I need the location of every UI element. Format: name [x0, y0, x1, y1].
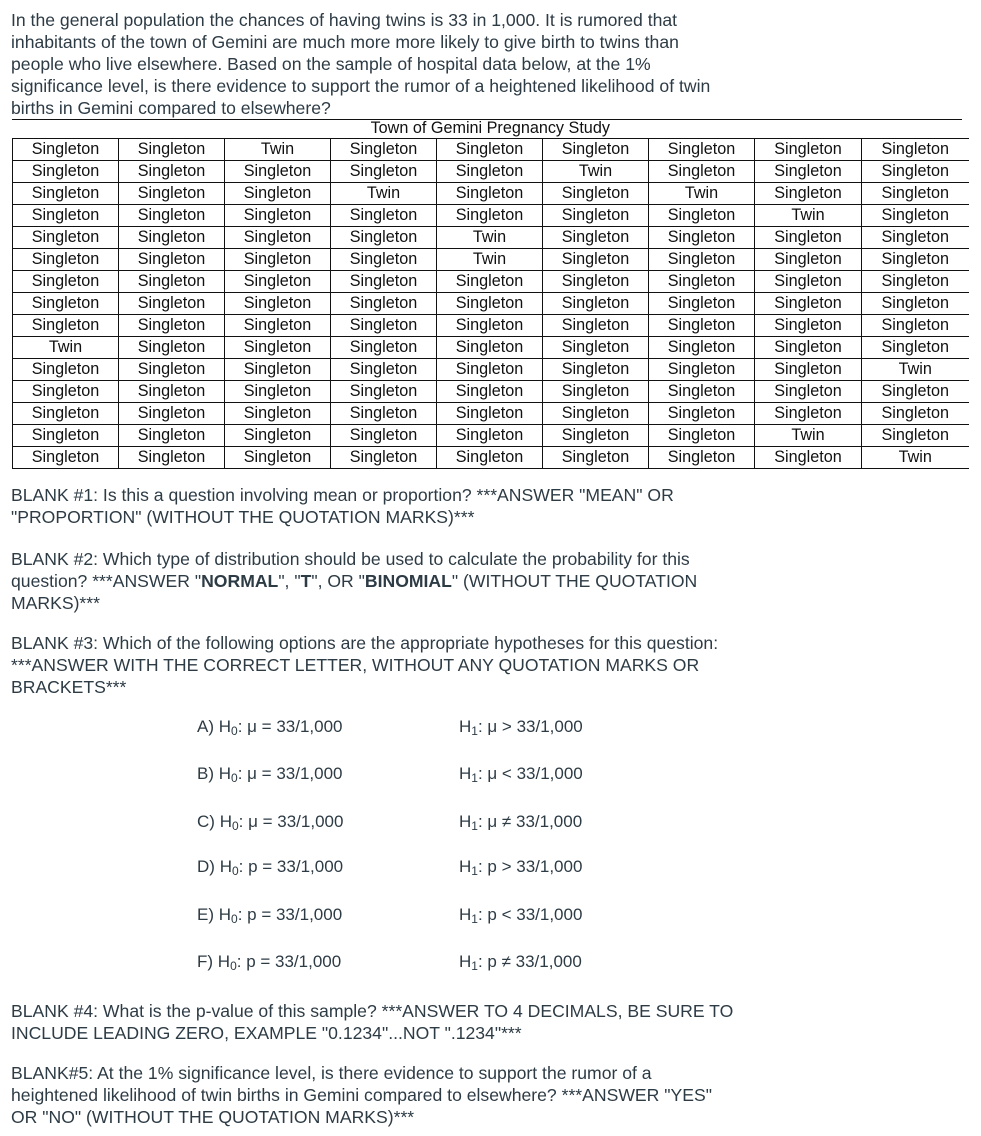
h0-symbol: H [218, 764, 232, 783]
table-cell: Singleton [437, 205, 543, 227]
table-cell: Singleton [437, 403, 543, 425]
h1-statement: : μ ≠ 33/1,000 [477, 812, 583, 831]
option-letter: B) [197, 764, 214, 783]
option-h0 [197, 764, 343, 788]
table-cell: Twin [331, 183, 437, 205]
table-cell: Singleton [331, 293, 437, 315]
table-cell: Singleton [755, 161, 862, 183]
table-cell: Singleton [543, 315, 649, 337]
table-cell: Singleton [225, 425, 331, 447]
table-cell: Singleton [13, 447, 119, 469]
option-h0 [197, 717, 343, 741]
table-cell: Singleton [649, 359, 755, 381]
table-cell: Singleton [225, 227, 331, 249]
table-cell: Twin [225, 139, 331, 161]
table-row [13, 447, 969, 469]
h0-subscript: 0 [231, 771, 238, 785]
blank-2-question [11, 548, 741, 614]
table-cell: Singleton [119, 249, 225, 271]
table-cell: Singleton [119, 381, 225, 403]
table-cell: Singleton [437, 315, 543, 337]
table-cell: Singleton [543, 381, 649, 403]
table-row [13, 425, 969, 447]
table-cell: Twin [543, 161, 649, 183]
table-cell: Singleton [543, 403, 649, 425]
table-cell: Singleton [13, 183, 119, 205]
table-cell: Singleton [437, 425, 543, 447]
table-row [13, 403, 969, 425]
table-cell: Twin [649, 183, 755, 205]
h0-symbol: H [219, 812, 232, 831]
table-cell: Singleton [755, 271, 862, 293]
table-cell: Singleton [862, 337, 969, 359]
table-cell: Singleton [225, 315, 331, 337]
h1-subscript: 1 [471, 819, 478, 833]
table-cell: Singleton [119, 293, 225, 315]
table-cell: Singleton [331, 359, 437, 381]
table-cell: Singleton [119, 403, 225, 425]
h1-statement: : p ≠ 33/1,000 [477, 952, 582, 971]
table-cell: Singleton [119, 161, 225, 183]
h1-subscript: 1 [471, 724, 478, 738]
option-letter: F) [197, 952, 214, 971]
table-cell: Singleton [649, 425, 755, 447]
table-cell: Singleton [13, 227, 119, 249]
table-cell: Singleton [331, 425, 437, 447]
table-cell: Singleton [862, 205, 969, 227]
option-h1 [459, 764, 583, 788]
table-cell: Singleton [649, 337, 755, 359]
option-h0 [197, 857, 343, 881]
h1-statement: : μ > 33/1,000 [477, 717, 583, 736]
h0-subscript: 0 [230, 959, 237, 973]
table-cell: Singleton [862, 227, 969, 249]
table-cell: Singleton [225, 249, 331, 271]
table-cell: Singleton [543, 205, 649, 227]
table-row [13, 249, 969, 271]
table-cell: Singleton [437, 381, 543, 403]
table-cell: Singleton [119, 139, 225, 161]
option-h0 [197, 952, 341, 976]
table-cell: Singleton [225, 293, 331, 315]
table-cell: Singleton [862, 293, 969, 315]
table-cell: Singleton [225, 183, 331, 205]
table-cell: Singleton [755, 249, 862, 271]
problem-intro: In the general population the chances of having twins is 33 in 1,000. It is rumored that inhabitants of the town of Gemini are much more more likely to give birth to twins than people who live elsewhere. Based on the sample of hospital data below, at the 1% significance level, is there evidence to support the rumor of a heightened likelihood of twin births in Gemini compared to elsewhere? [11, 10, 711, 118]
blank-2-mid2: ", OR " [311, 571, 365, 591]
table-cell: Singleton [862, 139, 969, 161]
h0-statement: : μ = 33/1,000 [238, 812, 344, 831]
table-cell: Singleton [225, 447, 331, 469]
table-cell: Singleton [755, 337, 862, 359]
h1-symbol: H [459, 857, 472, 876]
blank-5-question: BLANK#5: At the 1% significance level, is there evidence to support the rumor of a heightened likelihood of twin births in Gemini compared to elsewhere? ***ANSWER "YES" OR "NO" (WITHOUT THE QUOTATION MARKS)*** [11, 1063, 712, 1127]
table-row [13, 337, 969, 359]
h1-subscript: 1 [471, 864, 478, 878]
h0-statement: : p = 33/1,000 [236, 952, 342, 971]
table-cell: Singleton [119, 315, 225, 337]
table-cell: Singleton [649, 249, 755, 271]
table-cell: Singleton [755, 403, 862, 425]
h0-statement: : μ = 33/1,000 [237, 717, 343, 736]
table-cell: Singleton [543, 183, 649, 205]
table-cell: Singleton [862, 271, 969, 293]
h1-subscript: 1 [471, 959, 478, 973]
table-cell: Singleton [331, 139, 437, 161]
h1-statement: : μ < 33/1,000 [477, 764, 583, 783]
table-cell: Singleton [543, 139, 649, 161]
table-cell: Singleton [13, 271, 119, 293]
table-cell: Singleton [13, 403, 119, 425]
h1-symbol: H [459, 952, 472, 971]
table-cell: Singleton [755, 359, 862, 381]
table-cell: Singleton [755, 183, 862, 205]
table-cell: Singleton [862, 425, 969, 447]
table-cell: Singleton [437, 337, 543, 359]
table-cell: Singleton [225, 359, 331, 381]
table-cell: Singleton [437, 447, 543, 469]
table-cell: Singleton [755, 381, 862, 403]
table-cell: Singleton [225, 205, 331, 227]
table-cell: Singleton [862, 249, 969, 271]
table-cell: Singleton [862, 183, 969, 205]
h0-subscript: 0 [231, 912, 238, 926]
table-row [13, 205, 969, 227]
table-cell: Twin [862, 359, 969, 381]
blank-4-question: BLANK #4: What is the p-value of this sample? ***ANSWER TO 4 DECIMALS, BE SURE TO INCLUDE LEADING ZERO, EXAMPLE "0.1234"...NOT ".1234"*** [11, 1001, 734, 1043]
h0-symbol: H [217, 952, 231, 971]
table-cell: Singleton [331, 337, 437, 359]
table-cell: Singleton [649, 447, 755, 469]
table-cell: Singleton [862, 403, 969, 425]
table-cell: Singleton [225, 403, 331, 425]
option-h0 [197, 905, 342, 929]
blank-3-question: BLANK #3: Which of the following options are the appropriate hypotheses for this question: ***ANSWER WITH THE CORRECT LETTER, WITHOUT ANY QUOTATION MARKS OR BRACKETS*** [11, 633, 719, 697]
table-row [13, 271, 969, 293]
table-cell: Singleton [331, 249, 437, 271]
table-cell: Singleton [437, 271, 543, 293]
table-row [13, 315, 969, 337]
h0-statement: : p = 33/1,000 [237, 905, 343, 924]
table-cell: Singleton [649, 315, 755, 337]
table-cell: Singleton [649, 381, 755, 403]
table-cell: Singleton [331, 205, 437, 227]
table-cell: Singleton [13, 293, 119, 315]
table-cell: Singleton [13, 381, 119, 403]
option-h1 [459, 812, 582, 836]
table-cell: Singleton [862, 381, 969, 403]
table-cell: Singleton [543, 293, 649, 315]
table-cell: Singleton [543, 249, 649, 271]
table-cell: Singleton [437, 293, 543, 315]
h1-statement: : p < 33/1,000 [477, 905, 583, 924]
table-cell: Singleton [649, 293, 755, 315]
table-row [13, 227, 969, 249]
table-row [13, 183, 969, 205]
table-cell: Singleton [119, 271, 225, 293]
h1-statement: : p > 33/1,000 [477, 857, 583, 876]
table-row [13, 139, 969, 161]
table-cell: Singleton [862, 315, 969, 337]
h1-symbol: H [459, 764, 472, 783]
table-cell: Singleton [13, 139, 119, 161]
pregnancy-study-table [12, 119, 969, 469]
table-cell: Singleton [225, 337, 331, 359]
table-cell: Singleton [649, 227, 755, 249]
table-cell: Singleton [755, 315, 862, 337]
table-cell: Singleton [13, 205, 119, 227]
table-row [13, 293, 969, 315]
table-cell: Singleton [331, 315, 437, 337]
option-letter: D) [197, 857, 215, 876]
table-cell: Singleton [755, 139, 862, 161]
table-cell: Twin [437, 249, 543, 271]
table-cell: Singleton [119, 205, 225, 227]
table-cell: Singleton [13, 315, 119, 337]
option-h1 [459, 717, 583, 741]
table-cell: Singleton [119, 337, 225, 359]
table-cell: Singleton [649, 205, 755, 227]
table-cell: Singleton [649, 139, 755, 161]
table-cell: Singleton [331, 161, 437, 183]
table-cell: Twin [755, 205, 862, 227]
h0-subscript: 0 [231, 819, 239, 833]
blank-1-question: BLANK #1: Is this a question involving mean or proportion? ***ANSWER "MEAN" OR "PROPORTION" (WITHOUT THE QUOTATION MARKS)*** [11, 485, 674, 527]
table-cell: Singleton [543, 227, 649, 249]
table-cell: Singleton [331, 271, 437, 293]
table-cell: Singleton [119, 227, 225, 249]
table-cell: Singleton [437, 161, 543, 183]
h0-statement: : μ = 33/1,000 [237, 764, 343, 783]
option-h1 [459, 952, 582, 976]
table-cell: Singleton [225, 381, 331, 403]
table-cell: Singleton [437, 139, 543, 161]
table-cell: Singleton [543, 425, 649, 447]
option-letter: C) [197, 812, 215, 831]
table-cell: Twin [437, 227, 543, 249]
h0-subscript: 0 [231, 724, 238, 738]
option-h1 [459, 905, 582, 929]
blank-2-normal: NORMAL [201, 571, 279, 591]
h1-symbol: H [459, 812, 472, 831]
table-cell: Singleton [649, 403, 755, 425]
table-cell: Singleton [437, 359, 543, 381]
table-cell: Singleton [13, 161, 119, 183]
table-cell: Singleton [755, 447, 862, 469]
blank-2-prefix: BLANK #2: Which type of distribution should be used to calculate the probability for this question? ***ANSWER " [11, 549, 690, 591]
table-cell: Singleton [119, 425, 225, 447]
table-cell: Singleton [755, 293, 862, 315]
table-cell: Singleton [649, 161, 755, 183]
table-cell: Singleton [543, 337, 649, 359]
option-letter: E) [197, 905, 214, 924]
table-cell: Singleton [13, 249, 119, 271]
table-cell: Singleton [649, 271, 755, 293]
blank-2-binomial: BINOMIAL [364, 571, 452, 591]
table-cell: Singleton [755, 227, 862, 249]
h1-symbol: H [459, 905, 472, 924]
h0-subscript: 0 [231, 864, 239, 878]
table-cell: Singleton [225, 271, 331, 293]
h0-symbol: H [218, 717, 232, 736]
option-h1 [459, 857, 582, 881]
blank-2-suffix: " (WITHOUT THE QUOTATION MARKS)*** [11, 571, 698, 613]
table-cell: Twin [13, 337, 119, 359]
table-cell: Singleton [119, 447, 225, 469]
blank-2-t: T [300, 571, 312, 591]
table-title: Town of Gemini Pregnancy Study [12, 119, 969, 139]
table-cell: Twin [862, 447, 969, 469]
h1-subscript: 1 [471, 912, 478, 926]
table-cell: Singleton [119, 359, 225, 381]
h0-symbol: H [219, 857, 232, 876]
h1-symbol: H [459, 717, 472, 736]
table-row [13, 381, 969, 403]
table-cell: Singleton [331, 447, 437, 469]
option-h0 [197, 812, 343, 836]
table-row [13, 161, 969, 183]
table-cell: Singleton [119, 183, 225, 205]
table-cell: Singleton [13, 425, 119, 447]
table-cell: Singleton [543, 271, 649, 293]
h0-symbol: H [218, 905, 232, 924]
table-cell: Singleton [331, 227, 437, 249]
blank-2-mid1: ", " [278, 571, 301, 591]
table-cell: Singleton [437, 183, 543, 205]
table-cell: Singleton [13, 359, 119, 381]
table-cell: Singleton [225, 161, 331, 183]
h0-statement: : p = 33/1,000 [238, 857, 344, 876]
table-cell: Singleton [543, 447, 649, 469]
h1-subscript: 1 [471, 771, 478, 785]
table-cell: Singleton [862, 161, 969, 183]
table-row [13, 359, 969, 381]
table-cell: Twin [755, 425, 862, 447]
table-cell: Singleton [331, 403, 437, 425]
option-letter: A) [197, 717, 214, 736]
table-cell: Singleton [543, 359, 649, 381]
table-cell: Singleton [331, 381, 437, 403]
